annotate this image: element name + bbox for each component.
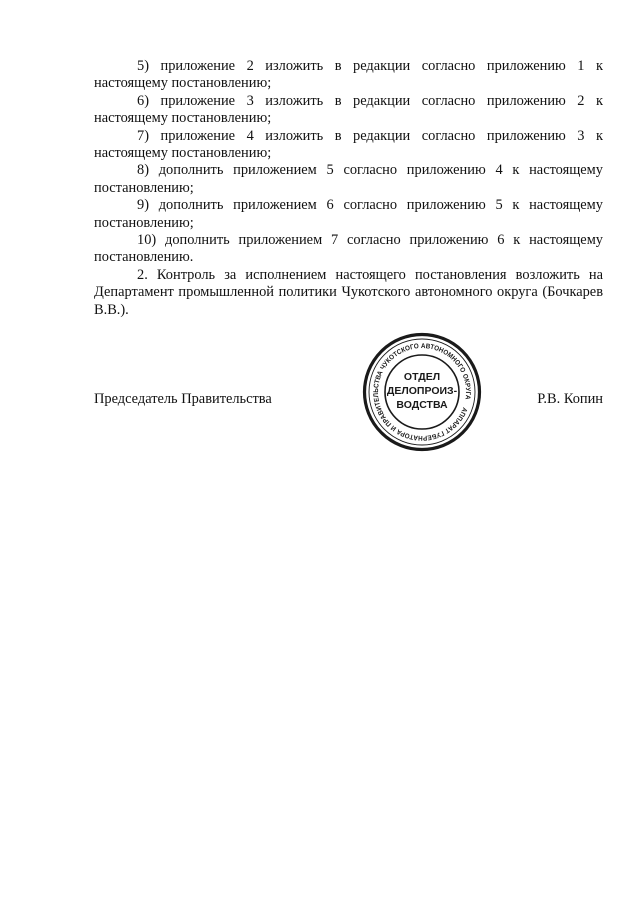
- list-item-9: 9) дополнить приложением 6 согласно приложению 5 к настоящему постановлению;: [94, 197, 603, 231]
- official-stamp: [361, 331, 483, 453]
- list-item-5: 5) приложение 2 изложить в редакции согласно приложению 1 к настоящему постановлению;: [94, 58, 603, 92]
- list-item-10: 10) дополнить приложением 7 согласно приложению 6 к настоящему постановлению.: [94, 232, 603, 266]
- document-body: [94, 58, 603, 319]
- stamp-center-line-1: ОТДЕЛ: [403, 371, 441, 383]
- control-clause: 2. Контроль за исполнением настоящего постановления возложить на Департамент промышленной политики Чукотского автономного округа (Бочкарев В.В.).: [94, 266, 603, 318]
- stamp-center-line-3: ВОДСТВА: [396, 399, 448, 411]
- list-item-8: 8) дополнить приложением 5 согласно приложению 4 к настоящему постановлению;: [94, 162, 603, 196]
- list-item-7: 7) приложение 4 изложить в редакции согласно приложению 3 к настоящему постановлению;: [94, 127, 603, 162]
- list-item-6: 6) приложение 3 изложить в редакции согласно приложению 2 к настоящему постановлению;: [94, 92, 603, 127]
- stamp-ring-text: АППАРАТ ГУБЕРНАТОРА И ПРАВИТЕЛЬСТВА ЧУКОТСКОГО АВТОНОМНОГО ОКРУГА: [372, 342, 472, 442]
- signature-block: [94, 390, 603, 410]
- signer-name: Р.В. Копин: [537, 391, 603, 407]
- stamp-seal-icon: [361, 331, 483, 453]
- signer-title: Председатель Правительства: [94, 391, 272, 407]
- stamp-center-line-2: ДЕЛОПРОИЗ-: [386, 385, 458, 397]
